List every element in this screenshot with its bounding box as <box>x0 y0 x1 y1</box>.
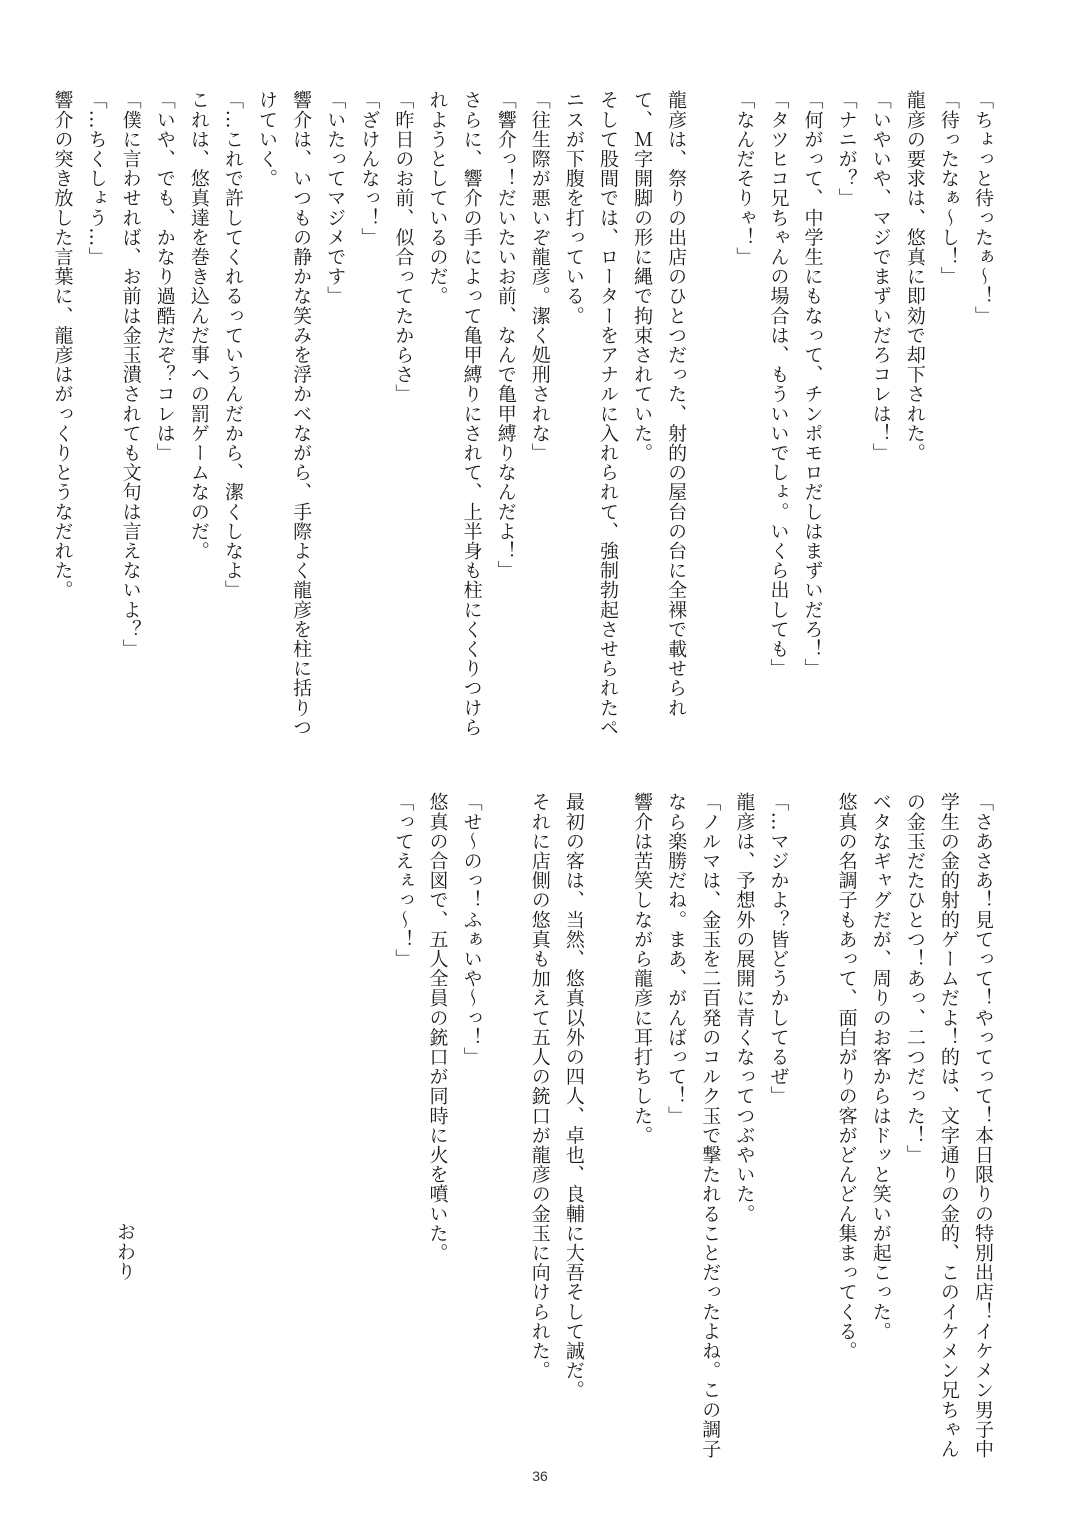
text-line <box>693 90 727 750</box>
text-line: 「…これで許してくれるっていうんだから、潔くしなよ」 <box>221 90 244 600</box>
text-line: 龍彦は、祭りの出店のひとつだった、射的の屋台の台に全裸で載せられ <box>665 90 688 718</box>
text-line: れようとしているのだ。 <box>426 90 449 306</box>
text-line: これは、悠真達を巻き込んだ事への罰ゲームなのだ。 <box>187 90 210 561</box>
text-line: 「往生際が悪いぞ龍彦。潔く処刑されな」 <box>528 90 551 463</box>
text-line: 響介の突き放した言葉に、龍彦はがっくりとうなだれた。 <box>51 90 74 600</box>
text-line: ベタなギャグだが、周りのお客からはドッと笑いが起こった。 <box>869 792 892 1341</box>
text-line: 「僕に言わせれば、お前は金玉潰されても文句は言えないよ？」 <box>119 90 142 659</box>
text-line: 「いやいや、マジでまずいだろコレは！」 <box>869 90 892 463</box>
text-line: 「何がって、中学生にもなって、チンポモロだしはまずいだろ！」 <box>801 90 824 678</box>
text-line <box>591 792 625 1412</box>
text-line: 「昨日のお前、似合ってたからさ」 <box>392 90 415 404</box>
text-line: 龍彦の要求は、悠真に即効で却下された。 <box>903 90 926 463</box>
ending-text: おわり <box>114 1222 136 1281</box>
text-line <box>795 792 829 1412</box>
text-line: 学生の金的射的ゲームだよ！的は、文字通りの金的、このイケメン兄ちゃん <box>937 792 960 1459</box>
text-line: 「…マジかよ？皆どうかしてるぜ」 <box>767 792 790 1106</box>
text-line: けていく。 <box>256 90 279 188</box>
text-line: の金玉だたひとつ！あっ、二つだった！」 <box>903 792 926 1165</box>
text-line: 「なんだそりゃ！」 <box>733 90 756 267</box>
text-line: なら楽勝だね。まあ、がんばって！」 <box>665 792 688 1126</box>
text-line: さらに、響介の手によって亀甲縛りにされて、上半身も柱にくくりつけら <box>460 90 483 737</box>
text-line: 悠真の名調子もあって、面白がりの客がどんどん集まってくる。 <box>835 792 858 1361</box>
text-line: 響介は、いつもの静かな笑みを浮かべながら、手際よく龍彦を柱に括りつ <box>290 90 313 737</box>
text-line: 「せ～のっ！ふぁいや～っ！」 <box>460 792 483 1067</box>
text-line: 「ノルマは、金玉を二百発のコルク玉で撃たれることだったよね。この調子 <box>699 792 722 1459</box>
text-line: そして股間では、ローターをアナルに入れられて、強制勃起させられたペ <box>596 90 619 737</box>
text-line: 響介は苦笑しながら龍彦に耳打ちした。 <box>631 792 654 1145</box>
upper-text-block <box>45 90 1000 750</box>
text-line: 「…ちくしょう…」 <box>85 90 108 267</box>
text-line: 「ってえぇっ～！」 <box>392 792 415 969</box>
text-line: 「ざけんなっ！」 <box>358 90 381 247</box>
text-line: 「さあさあ！見てって！やってって！本日限りの特別出店！イケメン男子中 <box>972 792 994 1459</box>
text-line: 龍彦は、予想外の展開に青くなってつぶやいた。 <box>733 792 756 1224</box>
text-line: 悠真の合図で、五人全員の銃口が同時に火を噴いた。 <box>426 792 449 1263</box>
text-line: それに店側の悠真も加えて五人の銃口が龍彦の金玉に向けられた。 <box>528 792 551 1380</box>
page-number: 36 <box>532 1468 548 1484</box>
text-line: 「響介っ！だいたいお前、なんで亀甲縛りなんだよ！」 <box>494 90 517 580</box>
text-line: 「ちょっと待ったぁ～！」 <box>972 90 994 326</box>
text-line: 「ナニが？」 <box>835 90 858 208</box>
text-line: ニスが下腹を打っている。 <box>562 90 585 326</box>
text-line: 「待ったなぁ～し！」 <box>937 90 960 286</box>
text-line: て、Ｍ字開脚の形に縄で拘束されていた。 <box>631 90 654 463</box>
text-line: 最初の客は、当然、悠真以外の四人、卓也、良輔に大吾そして誠だ。 <box>562 792 585 1400</box>
lower-text-block <box>386 792 1000 1459</box>
text-line: 「いたってマジメです」 <box>324 90 347 306</box>
text-line <box>489 792 523 1412</box>
text-line: 「いや、でも、かなり過酷だぞ？コレは」 <box>153 90 176 463</box>
text-line: 「タツヒコ兄ちゃんの場合は、もういいでしょ。いくら出しても」 <box>767 90 790 678</box>
